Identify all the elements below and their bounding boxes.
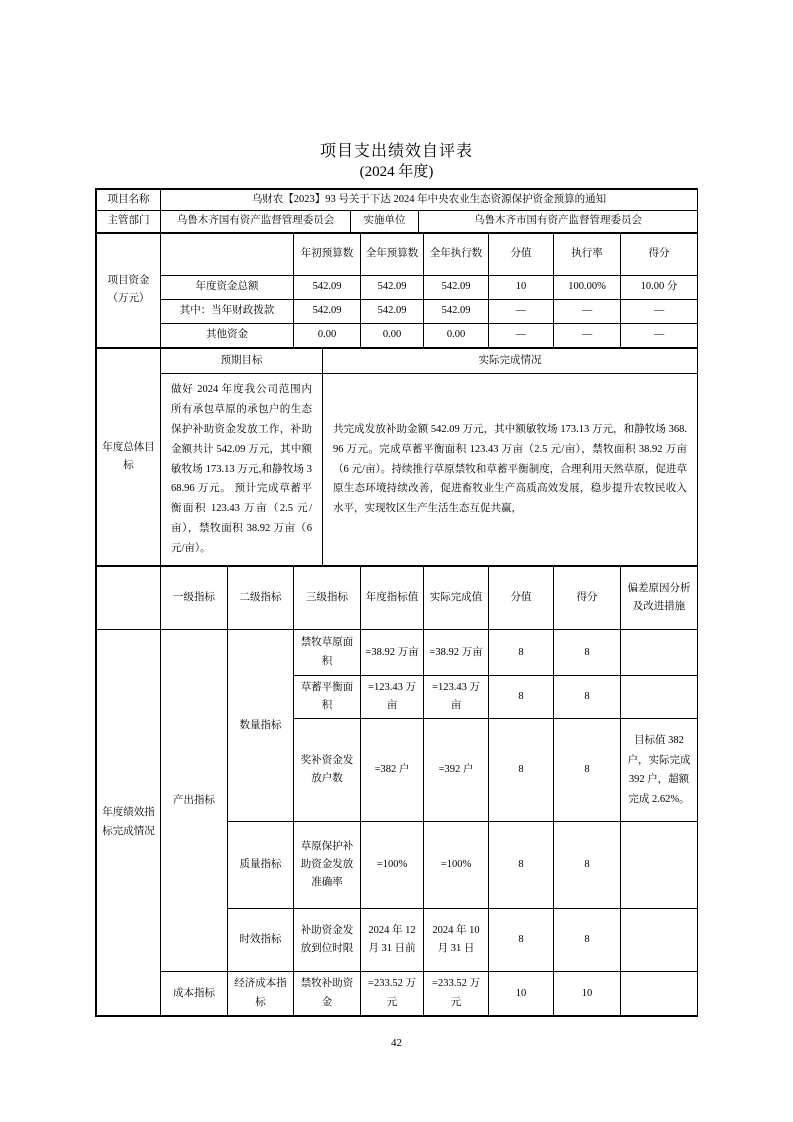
indicator-name: 草原保护补助资金发放准确率	[294, 822, 361, 909]
deviation-cell	[621, 822, 698, 909]
table-cell: 0.00	[294, 323, 361, 347]
project-name-value: 乌财农【2023】93 号关于下达 2024 年中央农业生态资源保护资金预算的通知	[161, 190, 698, 211]
column-header: 分值	[489, 233, 554, 275]
funding-row-label: 年度资金总额	[161, 275, 294, 299]
indicator-actual: =100%	[424, 822, 489, 909]
table-cell: —	[621, 323, 698, 347]
expected-goal-header: 预期目标	[161, 348, 323, 373]
table-cell: —	[621, 299, 698, 323]
deviation-cell	[621, 972, 698, 1016]
indicator-score-value: 8	[489, 630, 554, 676]
evaluation-table	[95, 188, 698, 1017]
table-cell: 542.09	[424, 299, 489, 323]
column-header: 全年预算数	[361, 233, 424, 275]
level2-economic-cost: 经济成本指标	[228, 972, 294, 1016]
table-row	[97, 323, 698, 347]
column-header: 得分	[554, 567, 621, 630]
column-header: 实际完成值	[424, 567, 489, 630]
column-header: 全年执行数	[424, 233, 489, 275]
dept-value: 乌鲁木齐国有资产监督管理委员会	[161, 211, 351, 232]
funding-table	[96, 233, 698, 348]
page-number: 42	[391, 1037, 402, 1049]
column-header: 分值	[489, 567, 554, 630]
indicator-actual: =123.43 万亩	[424, 676, 489, 719]
indicator-score: 10	[554, 972, 621, 1016]
empty-cell	[161, 233, 294, 275]
indicator-target: =233.52 万元	[361, 972, 424, 1016]
indicator-score: 8	[554, 630, 621, 676]
impl-label: 实施单位	[351, 211, 419, 232]
project-name-label: 项目名称	[97, 190, 161, 211]
title-block	[0, 141, 793, 183]
table-cell: 542.09	[294, 299, 361, 323]
indicator-target: =382 户	[361, 719, 424, 822]
table-cell: 10.00 分	[621, 275, 698, 299]
funding-section-label: 项目资金（万元）	[97, 233, 161, 347]
indicator-score-value: 8	[489, 909, 554, 972]
indicator-name: 草蓄平衡面积	[294, 676, 361, 719]
indicator-actual: =233.52 万元	[424, 972, 489, 1016]
level2-timeliness: 时效指标	[228, 909, 294, 972]
table-cell: 0.00	[361, 323, 424, 347]
table-row	[97, 299, 698, 323]
column-header: 三级指标	[294, 567, 361, 630]
indicator-target: =123.43 万亩	[361, 676, 424, 719]
indicator-score: 8	[554, 822, 621, 909]
indicator-target: =38.92 万亩	[361, 630, 424, 676]
deviation-cell: 目标值 382 户，实际完成 392 户，超额完成 2.62%。	[621, 719, 698, 822]
level2-quality: 质量指标	[228, 822, 294, 909]
project-info-table	[96, 189, 698, 233]
indicator-actual: 2024 年 10 月 31 日	[424, 909, 489, 972]
dept-label: 主管部门	[97, 211, 161, 232]
indicator-score: 8	[554, 909, 621, 972]
indicators-section-label: 年度绩效指标完成情况	[97, 630, 161, 1016]
expected-goal-text: 做好 2024 年度我公司范围内所有承包草原的承包户的生态保护补助资金发放工作，补助金额共计 542.09 万元，其中额敏牧场 173.13 万元,和静牧场 368.96 万元。 预计完成草蓄平衡面积 123.43 万亩（2.5 元/亩），禁牧面积 38.92 万亩（6 元/亩）。	[161, 373, 323, 565]
table-row	[97, 233, 698, 275]
indicator-score-value: 10	[489, 972, 554, 1016]
annual-goal-section-label: 年度总体目标	[97, 348, 161, 565]
column-header: 一级指标	[161, 567, 228, 630]
table-row	[97, 348, 698, 373]
page-subtitle: (2024 年度)	[359, 164, 434, 180]
table-cell: 542.09	[361, 299, 424, 323]
level1-cost: 成本指标	[161, 972, 228, 1016]
column-header: 年初预算数	[294, 233, 361, 275]
indicators-table	[96, 566, 698, 1016]
annual-goal-table	[96, 348, 698, 566]
table-row	[97, 630, 698, 676]
indicator-score-value: 8	[489, 676, 554, 719]
indicator-name: 禁牧补助资金	[294, 972, 361, 1016]
table-cell: 542.09	[294, 275, 361, 299]
table-row	[97, 211, 698, 232]
column-header: 得分	[621, 233, 698, 275]
deviation-cell	[621, 630, 698, 676]
table-row	[97, 972, 698, 1016]
funding-row-label: 其他资金	[161, 323, 294, 347]
deviation-cell	[621, 909, 698, 972]
indicator-target: =100%	[361, 822, 424, 909]
table-cell: —	[489, 323, 554, 347]
indicator-name: 补助资金发放到位时限	[294, 909, 361, 972]
table-cell: —	[554, 299, 621, 323]
deviation-cell	[621, 676, 698, 719]
column-header: 偏差原因分析及改进措施	[621, 567, 698, 630]
actual-completion-text: 共完成发放补助金额 542.09 万元，其中额敏牧场 173.13 万元，和静牧场 368.96 万元。完成草蓄平衡面积 123.43 万亩（2.5 元/亩），禁牧面积 38.92 万亩（6 元/亩）。持续推行草原禁牧和草蓄平衡制度，合理利用天然草原，促进草原生态环境持续改善，促进畜牧业生产高质高效发展，稳步提升农牧民收入水平，实现牧区生产生活生态互促共赢，	[323, 373, 698, 565]
indicator-score-value: 8	[489, 719, 554, 822]
empty-cell	[97, 567, 161, 630]
table-row	[97, 373, 698, 565]
funding-row-label: 其中：当年财政拨款	[161, 299, 294, 323]
table-cell: 100.00%	[554, 275, 621, 299]
table-cell: 10	[489, 275, 554, 299]
indicator-name: 奖补资金发放户数	[294, 719, 361, 822]
column-header: 年度指标值	[361, 567, 424, 630]
indicator-score: 8	[554, 676, 621, 719]
indicator-target: 2024 年 12 月 31 日前	[361, 909, 424, 972]
indicator-actual: =38.92 万亩	[424, 630, 489, 676]
table-row	[97, 567, 698, 630]
table-row	[97, 275, 698, 299]
column-header: 执行率	[554, 233, 621, 275]
table-cell: 542.09	[361, 275, 424, 299]
table-cell: —	[554, 323, 621, 347]
indicator-score-value: 8	[489, 822, 554, 909]
impl-value: 乌鲁木齐市国有资产监督管理委员会	[419, 211, 698, 232]
level2-quantity: 数量指标	[228, 630, 294, 822]
indicator-actual: =392 户	[424, 719, 489, 822]
table-row	[97, 190, 698, 211]
indicator-score: 8	[554, 719, 621, 822]
table-cell: 542.09	[424, 275, 489, 299]
table-cell: —	[489, 299, 554, 323]
column-header: 二级指标	[228, 567, 294, 630]
table-cell: 0.00	[424, 323, 489, 347]
level1-output: 产出指标	[161, 630, 228, 972]
indicator-name: 禁牧草原面积	[294, 630, 361, 676]
page-title: 项目支出绩效自评表	[319, 143, 473, 160]
actual-completion-header: 实际完成情况	[323, 348, 698, 373]
